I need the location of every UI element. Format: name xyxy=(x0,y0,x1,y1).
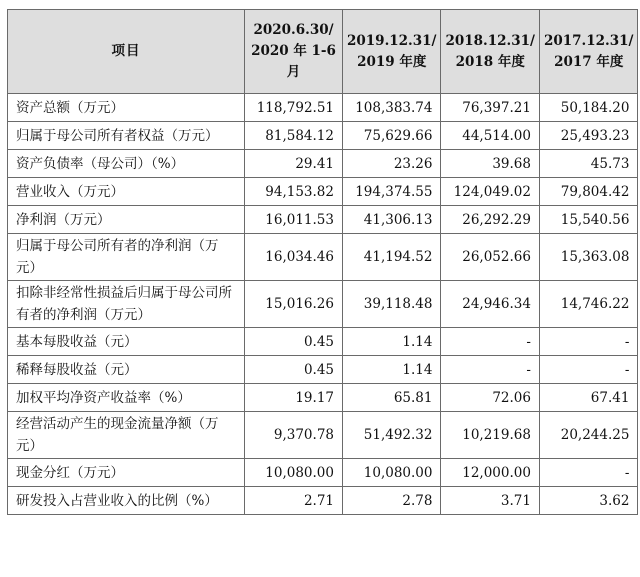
value-cell: 1.14 xyxy=(343,328,441,356)
value-cell: 15,540.56 xyxy=(539,206,637,234)
value-cell: 3.71 xyxy=(441,487,539,515)
table-row xyxy=(8,178,638,206)
row-label: 稀释每股收益（元） xyxy=(8,356,245,384)
header-period-2020h1-line3: 月 xyxy=(286,64,301,80)
value-cell: 10,080.00 xyxy=(245,459,343,487)
row-label: 研发投入占营业收入的比例（%） xyxy=(8,487,245,515)
table-row xyxy=(8,328,638,356)
header-period-2019-line2: 2019 年度 xyxy=(357,53,427,70)
value-cell: - xyxy=(441,356,539,384)
value-cell: 10,219.68 xyxy=(441,412,539,459)
row-label: 经营活动产生的现金流量净额（万元） xyxy=(8,412,245,459)
financial-table-container xyxy=(7,9,638,515)
value-cell: 50,184.20 xyxy=(539,94,637,122)
value-cell: 14,746.22 xyxy=(539,281,637,328)
value-cell: 1.14 xyxy=(343,356,441,384)
value-cell: - xyxy=(441,328,539,356)
table-row xyxy=(8,150,638,178)
table-row xyxy=(8,122,638,150)
value-cell: 0.45 xyxy=(245,328,343,356)
value-cell: 67.41 xyxy=(539,384,637,412)
value-cell: 81,584.12 xyxy=(245,122,343,150)
value-cell: 124,049.02 xyxy=(441,178,539,206)
value-cell: 15,363.08 xyxy=(539,234,637,281)
value-cell: 26,292.29 xyxy=(441,206,539,234)
header-period-2020h1 xyxy=(245,10,343,94)
row-label: 资产总额（万元） xyxy=(8,94,245,122)
value-cell: 118,792.51 xyxy=(245,94,343,122)
value-cell: 12,000.00 xyxy=(441,459,539,487)
value-cell: 72.06 xyxy=(441,384,539,412)
value-cell: 79,804.42 xyxy=(539,178,637,206)
row-label: 营业收入（万元） xyxy=(8,178,245,206)
value-cell: 194,374.55 xyxy=(343,178,441,206)
table-row xyxy=(8,459,638,487)
value-cell: 94,153.82 xyxy=(245,178,343,206)
value-cell: 25,493.23 xyxy=(539,122,637,150)
table-row xyxy=(8,412,638,459)
value-cell: 41,306.13 xyxy=(343,206,441,234)
value-cell: 20,244.25 xyxy=(539,412,637,459)
table-body xyxy=(8,94,638,515)
value-cell: 2.71 xyxy=(245,487,343,515)
value-cell: 44,514.00 xyxy=(441,122,539,150)
row-label: 净利润（万元） xyxy=(8,206,245,234)
header-item xyxy=(8,10,245,94)
value-cell: 39.68 xyxy=(441,150,539,178)
value-cell: 76,397.21 xyxy=(441,94,539,122)
value-cell: 26,052.66 xyxy=(441,234,539,281)
header-period-2017 xyxy=(539,10,637,94)
value-cell: 15,016.26 xyxy=(245,281,343,328)
header-row xyxy=(8,10,638,94)
table-row xyxy=(8,356,638,384)
value-cell: 3.62 xyxy=(539,487,637,515)
value-cell: 16,034.46 xyxy=(245,234,343,281)
value-cell: 45.73 xyxy=(539,150,637,178)
table-row xyxy=(8,384,638,412)
table-row xyxy=(8,94,638,122)
header-period-2019 xyxy=(343,10,441,94)
header-period-2018-line2: 2018 年度 xyxy=(455,53,525,70)
value-cell: - xyxy=(539,356,637,384)
row-label: 归属于母公司所有者的净利润（万元） xyxy=(8,234,245,281)
value-cell: 24,946.34 xyxy=(441,281,539,328)
value-cell: 2.78 xyxy=(343,487,441,515)
value-cell: 65.81 xyxy=(343,384,441,412)
value-cell: 23.26 xyxy=(343,150,441,178)
row-label: 基本每股收益（元） xyxy=(8,328,245,356)
value-cell: 75,629.66 xyxy=(343,122,441,150)
row-label: 加权平均净资产收益率（%） xyxy=(8,384,245,412)
value-cell: 16,011.53 xyxy=(245,206,343,234)
header-period-2020h1-line1: 2020.6.30/ xyxy=(253,22,334,38)
header-period-2020h1-line2: 2020 年 1-6 xyxy=(251,43,336,59)
row-label: 资产负债率（母公司）（%） xyxy=(8,150,245,178)
header-period-2018-line1: 2018.12.31/ xyxy=(445,32,535,49)
table-row xyxy=(8,487,638,515)
financial-summary-table xyxy=(7,9,638,515)
header-period-2018 xyxy=(441,10,539,94)
table-row xyxy=(8,206,638,234)
row-label: 现金分红（万元） xyxy=(8,459,245,487)
header-period-2017-line1: 2017.12.31/ xyxy=(543,32,634,49)
value-cell: 0.45 xyxy=(245,356,343,384)
table-row xyxy=(8,281,638,328)
value-cell: 29.41 xyxy=(245,150,343,178)
value-cell: 9,370.78 xyxy=(245,412,343,459)
value-cell: - xyxy=(539,459,637,487)
value-cell: 108,383.74 xyxy=(343,94,441,122)
row-label: 扣除非经常性损益后归属于母公司所有者的净利润（万元） xyxy=(8,281,245,328)
value-cell: 41,194.52 xyxy=(343,234,441,281)
header-period-2019-line1: 2019.12.31/ xyxy=(347,32,437,49)
row-label: 归属于母公司所有者权益（万元） xyxy=(8,122,245,150)
header-item-label: 项目 xyxy=(111,43,141,59)
value-cell: 19.17 xyxy=(245,384,343,412)
value-cell: - xyxy=(539,328,637,356)
value-cell: 10,080.00 xyxy=(343,459,441,487)
table-row xyxy=(8,234,638,281)
value-cell: 39,118.48 xyxy=(343,281,441,328)
header-period-2017-line2: 2017 年度 xyxy=(554,53,624,70)
value-cell: 51,492.32 xyxy=(343,412,441,459)
